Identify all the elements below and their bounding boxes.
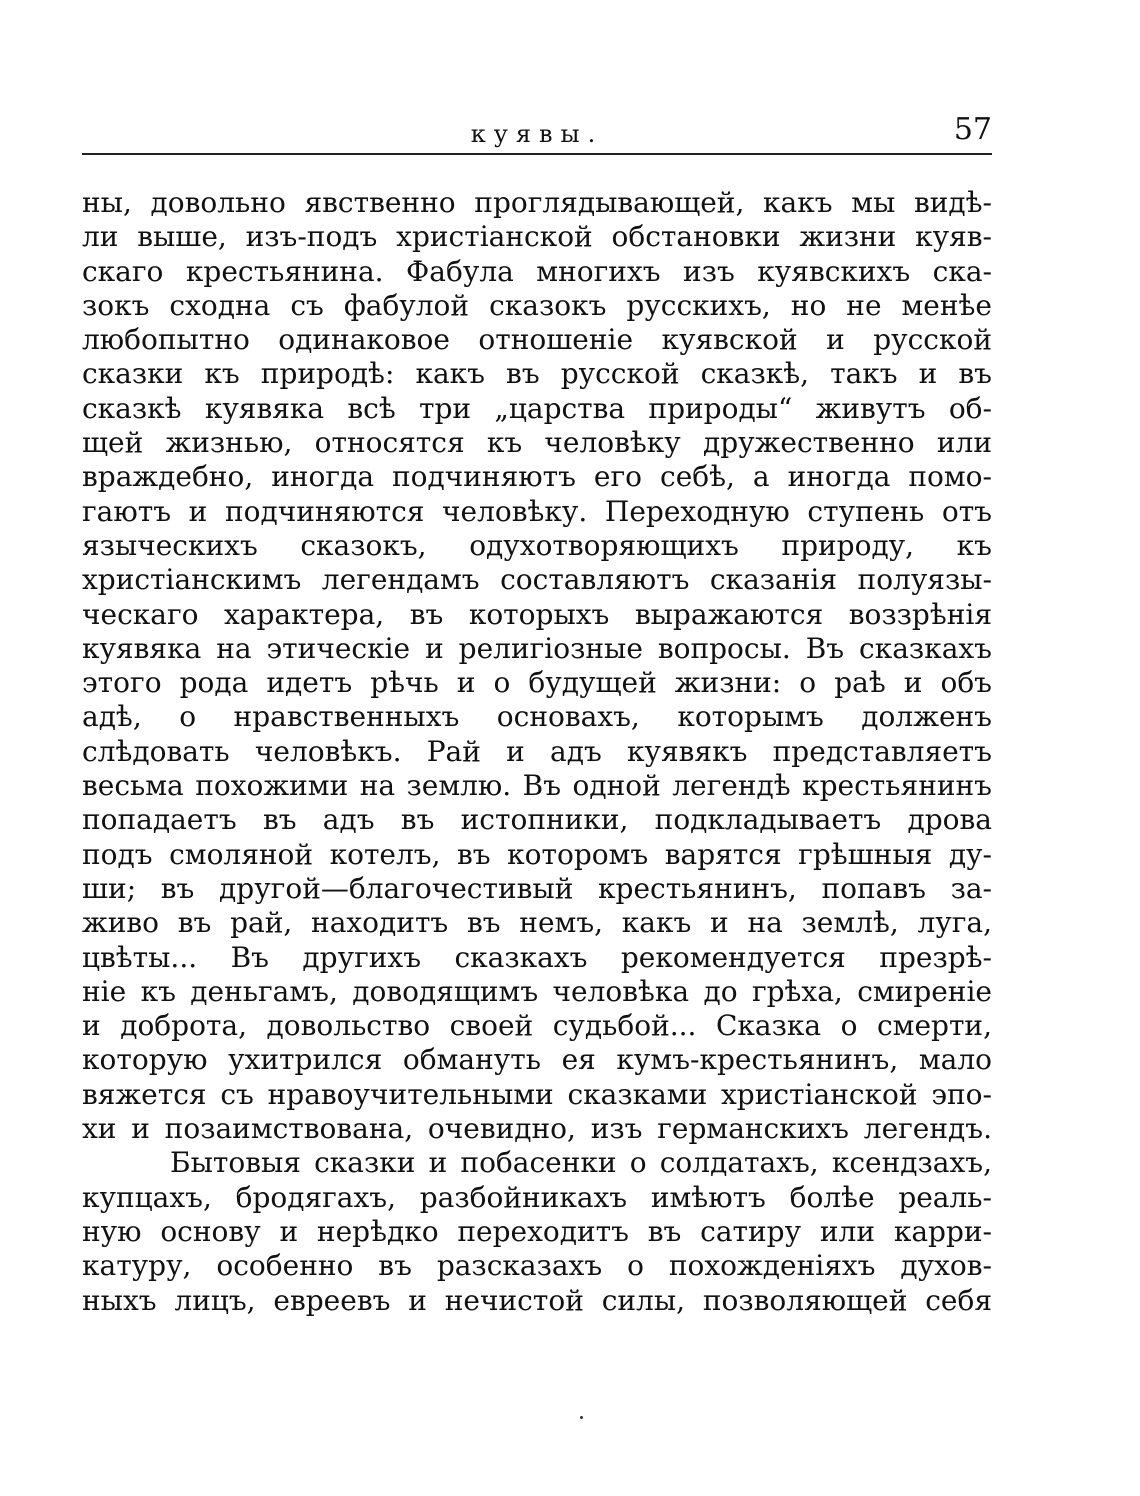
text-line: живо въ рай, находитъ въ немъ, какъ и на землѣ, луга,	[82, 906, 992, 940]
body-text	[82, 186, 992, 1318]
text-line: любопытно одинаковое отношеніе куявской и русской	[82, 323, 992, 357]
text-line: ческаго характера, въ которыхъ выражаются воззрѣнія	[82, 597, 992, 631]
text-line: этого рода идетъ рѣчь и о будущей жизни: о раѣ и объ	[82, 666, 992, 700]
text-line: адѣ, о нравственныхъ основахъ, которымъ долженъ	[82, 700, 992, 734]
text-line: ши; въ другой—благочестивый крестьянинъ, попавъ за-	[82, 871, 992, 905]
text-line: христіанскимъ легендамъ составляютъ сказанія полуязы-	[82, 563, 992, 597]
header-rule	[82, 153, 992, 155]
text-line: ную основу и нерѣдко переходитъ въ сатиру или карри-	[82, 1214, 992, 1248]
text-line: враждебно, иногда подчиняютъ его себѣ, а иногда помо-	[82, 460, 992, 494]
text-line: ныхъ лицъ, евреевъ и нечистой силы, позволяющей себя	[82, 1283, 992, 1317]
paragraph-first-line: Бытовыя сказки и побасенки о солдатахъ, ксендзахъ,	[170, 1146, 992, 1180]
text-line: ны, довольно явственно проглядывающей, какъ мы видѣ-	[82, 186, 992, 219]
text-line: хи и позаимствована, очевидно, изъ германскихъ легендъ.	[82, 1112, 992, 1146]
text-line: катуру, особенно въ разсказахъ о похожденіяхъ духов-	[82, 1249, 992, 1283]
text-line: ніе къ деньгамъ, доводящимъ человѣка до грѣха, смиреніе	[82, 974, 992, 1008]
text-line: подъ смоляной котелъ, въ которомъ варятся грѣшныя ду-	[82, 837, 992, 871]
running-title: куявы.	[470, 120, 604, 148]
text-line: вяжется съ нравоучительными сказками христіанской эпо-	[82, 1077, 992, 1111]
text-line: сказкѣ куявяка всѣ три „царства природы“ живутъ об-	[82, 391, 992, 425]
text-line: которую ухитрился обмануть ея кумъ-крестьянинъ, мало	[82, 1043, 992, 1077]
text-line: весьма похожими на землю. Въ одной легендѣ крестьянинъ	[82, 769, 992, 803]
text-line: зокъ сходна съ фабулой сказокъ русскихъ, но не менѣе	[82, 288, 992, 322]
text-line: попадаетъ въ адъ въ истопники, подкладываетъ дрова	[82, 803, 992, 837]
text-line: цвѣты... Въ другихъ сказкахъ рекомендуется презрѣ-	[82, 940, 992, 974]
text-line: слѣдовать человѣкъ. Рай и адъ куявякъ представляетъ	[82, 734, 992, 768]
text-line: куявяка на этическіе и религіозные вопросы. Въ сказкахъ	[82, 631, 992, 665]
text-line: щей жизнью, относятся къ человѣку дружественно или	[82, 426, 992, 460]
text-line: и доброта, довольство своей судьбой... Сказка о смерти,	[82, 1009, 992, 1043]
text-line: купцахъ, бродягахъ, разбойникахъ имѣютъ болѣе реаль-	[82, 1180, 992, 1214]
text-line: языческихъ сказокъ, одухотворяющихъ природу, къ	[82, 528, 992, 562]
text-line: сказки къ природѣ: какъ въ русской сказкѣ, такъ и въ	[82, 357, 992, 391]
ink-speck	[580, 1416, 583, 1419]
page-header	[82, 112, 992, 156]
text-line: гаютъ и подчиняются человѣку. Переходную ступень отъ	[82, 494, 992, 528]
text-line: ли выше, изъ-подъ христіанской обстановки жизни куяв-	[82, 220, 992, 254]
text-line: скаго крестьянина. Фабула многихъ изъ куявскихъ ска-	[82, 254, 992, 288]
page-number: 57	[953, 112, 992, 147]
